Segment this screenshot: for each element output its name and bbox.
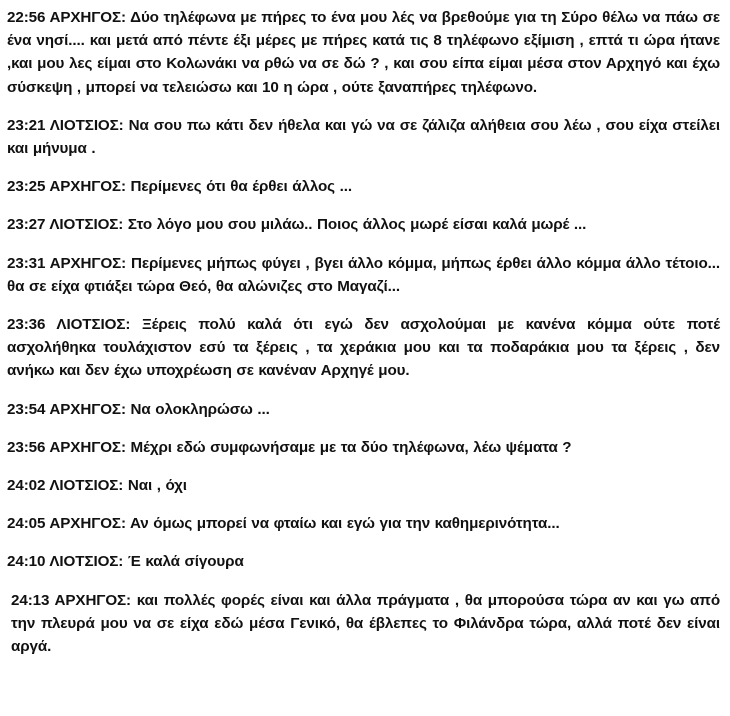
entry-text: Μέχρι εδώ συμφωνήσαμε με τα δύο τηλέφωνα, λέω ψέματα ? <box>130 438 572 456</box>
transcript-entry-5 <box>7 252 720 298</box>
transcript-entry-11 <box>7 550 720 573</box>
transcript-entry-2 <box>7 114 720 160</box>
transcript-entry-6 <box>7 313 720 383</box>
entry-text: Να ολοκληρώσω ... <box>130 400 270 418</box>
transcript-entry-8 <box>7 436 720 459</box>
entry-text: Ναι , όχι <box>127 477 187 495</box>
transcript-entry-12 <box>7 589 720 659</box>
entry-text: Να σου πω κάτι δεν ήθελα και γώ να σε ζάλιζα αλήθεια σου λέω , σου είχα στείλει και μήνυμα . <box>7 116 720 158</box>
entry-speaker-time: 24:05 ΑΡΧΗΓΟΣ: <box>7 515 126 533</box>
entry-speaker-time: 23:21 ΛΙΟΤΣΙΟΣ: <box>7 116 124 134</box>
entry-speaker-time: 24:02 ΛΙΟΤΣΙΟΣ: <box>7 477 124 495</box>
entry-speaker-time: 23:36 ΛΙΟΤΣΙΟΣ: <box>7 316 131 334</box>
entry-speaker-time: 23:56 ΑΡΧΗΓΟΣ: <box>7 438 126 456</box>
entry-text: Περίμενες μήπως φύγει , βγει άλλο κόμμα, μήπως έρθει άλλο κόμμα άλλο τέτοιο... θα σε είχα φτιάξει τώρα Θεό, θα αλώνιζες στο Μαγαζί... <box>7 254 720 295</box>
entry-speaker-time: 23:31 ΑΡΧΗΓΟΣ: <box>7 254 127 272</box>
entry-text: Έ καλά σίγουρα <box>127 553 244 571</box>
transcript-entry-9 <box>7 474 720 497</box>
entry-text: Περίμενες ότι θα έρθει άλλος ... <box>130 178 352 196</box>
entry-speaker-time: 23:25 ΑΡΧΗΓΟΣ: <box>7 178 126 196</box>
transcript-entry-3 <box>7 175 720 198</box>
entry-speaker-time: 23:54 ΑΡΧΗΓΟΣ: <box>7 400 126 418</box>
entry-speaker-time: 23:27 ΛΙΟΤΣΙΟΣ: <box>7 216 124 234</box>
entry-text: και πολλές φορές είναι και άλλα πράγματα , θα μπορούσα τώρα αν και γω από την πλευρά μου να σε είχα εδώ μέσα Γενικό, θα έβλεπες το Φιλάνδρα τώρα, αλλά ποτέ δεν είναι αργά. <box>11 591 720 656</box>
transcript-entry-1 <box>7 6 720 99</box>
entry-text: Ξέρεις πολύ καλά ότι εγώ δεν ασχολούμαι με κανένα κόμμα ούτε ποτέ ασχολήθηκα τουλάχιστον εσύ τα ξέρεις , τα χεράκια μου και τα ποδαράκια μου τα ξέρεις , δεν ανήκω και δεν έχω υποχρέωση σε κανέναν Αρχηγέ μου. <box>7 316 720 380</box>
entry-speaker-time: 24:10 ΛΙΟΤΣΙΟΣ: <box>7 553 124 571</box>
transcript-entry-4 <box>7 213 720 236</box>
transcript-entry-10 <box>7 512 720 535</box>
entry-text: Αν όμως μπορεί να φταίω και εγώ για την καθημερινότητα... <box>129 515 560 533</box>
transcript-entry-7 <box>7 398 720 421</box>
entry-speaker-time: 24:13 ΑΡΧΗΓΟΣ: <box>11 591 132 609</box>
entry-text: Δύο τηλέφωνα με πήρες το ένα μου λές να βρεθούμε για τη Σύρο θέλω να πάω σε ένα νησί.... και μετά από πέντε έξι μέρες με πήρες κατά τις 8 τηλέφωνο εξίμιση , επτά τι ώρα ήτανε ,και μου λες είμαι στο Κολωνάκι να ρθώ να σε δώ ? , και σου είπα είμαι μέσα στον Αρχηγό και έχω σύσκεψη , μπορεί να τελειώσω και 10 η ώρα , ούτε ξαναπήρες τηλέφωνο. <box>7 9 720 96</box>
entry-speaker-time: 22:56 ΑΡΧΗΓΟΣ: <box>7 9 126 26</box>
entry-text: Στο λόγο μου σου μιλάω.. Ποιος άλλος μωρέ είσαι καλά μωρέ ... <box>127 216 587 234</box>
